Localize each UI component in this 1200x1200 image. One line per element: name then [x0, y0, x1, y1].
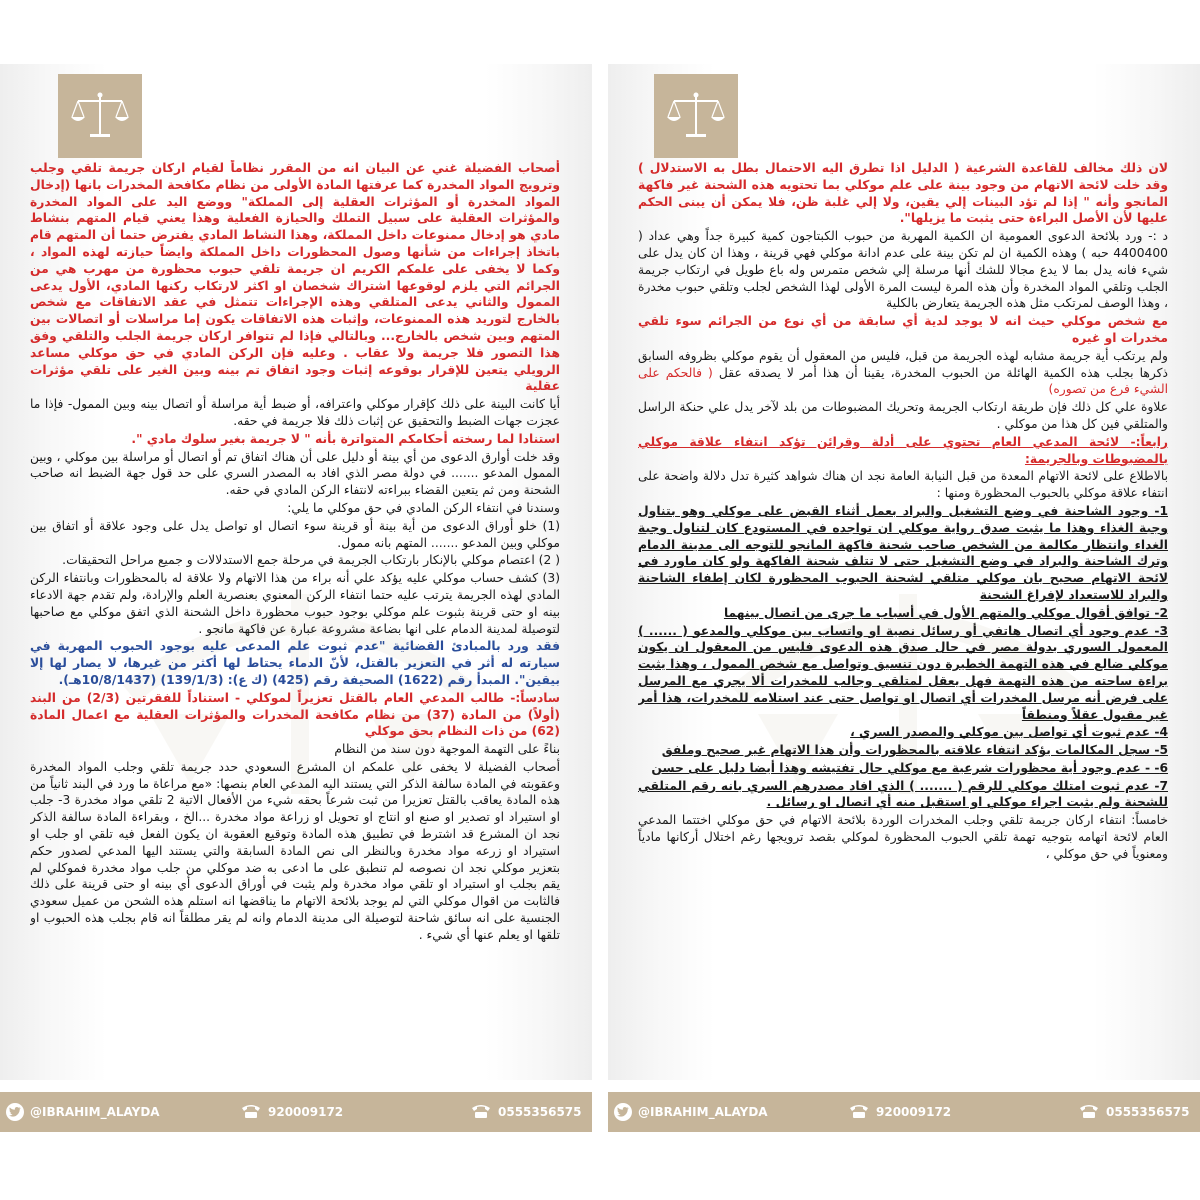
right-page-text: [638, 160, 1168, 920]
handle-text: @IBRAHIM_ALAYDA: [638, 1105, 768, 1119]
scales-of-justice-icon: [666, 91, 726, 141]
telephone-icon: [848, 1103, 870, 1122]
list-item: (1) خلو أوراق الدعوى من أية بينة أو قرينة سوء اتصال او تواصل يدل على وجود علاقة أو اتفاق بين موكلي وبين المدعو ....... المتهم بانه ممول.: [30, 518, 560, 550]
document-page-right: [608, 64, 1200, 1132]
phone-text: 920009172: [876, 1105, 952, 1119]
contact-footer: [608, 1092, 1200, 1132]
list-item: 5- سجل المكالمات يؤكد انتفاء علاقته بالمحظورات وأن هذا الاتهام غير صحيح وملفق: [661, 743, 1168, 758]
paragraph: أصحاب الفضيلة لا يخفى على علمكم ان المشرع السعودي حدد جريمة تلقي وجلب المواد المخدرة وعقوبته في المادة سالفة الذكر التي يستند اليه المدعي العام بنصها: «مع مراعاة ما ورد في البند ثانياً من هذه المادة يعاقب بالقتل تعزيرا من ثبت شرعاً بحقه شيء من الأفعال الاتية 2 تلقي مواد مخدرة 3- جلب او استيراد او تصدير او صنع او انتاج او تحويل او زراعة مواد مخدرة ...الخ ، وبقراءة المادة سالفة الذكر نجد ان المشرع قد اشترط في تطبيق هذه المادة وتوقيع العقوبة ان يكون الفعل فيه تلقي او جلب او استيراد او زرعه مواد مخدرة وبالنظر الى نص المادة السابقة والتي يستند اليها المدعي لصدور حكم بتعزير موكلي نجد ان نصوصه لم تنطبق على ما ادعى به ضد موكلي من جلب مواد مخدرة فموكلي لم يقم بجلب او استيراد او تلقي مواد مخدرة ولم يثبت في أوراق الدعوى أي بينه او حتى قرينة على ذلك فالثابت من اقوال موكلي التي لم يوجد بلائحة الاتهام ما يناقضها انه استلم هذه الشحن من عميل سعودي الجنسية على انه سائق شاحنة لتوصيلة الى مدينة الدمام وانه لم يقر مطلقاً انه قام بجلب هذه الحبوب او تلقها او يعلم عنها أي شيء .: [30, 759, 560, 942]
mobile-number[interactable]: [470, 1092, 582, 1132]
paragraph: علاوة علي كل ذلك فإن طريقة ارتكاب الجريمة وتحريك المضبوطات من بلد لآخر يدل علي حنكة الراسل والمتلقي فين كل هذا من موكلي .: [638, 400, 1168, 431]
list-item: 2- توافق أقوال موكلي والمتهم الأول في أسباب ما جرى من اتصال بينهما: [723, 605, 1168, 620]
telephone-icon: [240, 1103, 262, 1122]
page-body: [0, 64, 592, 1080]
list-item: 1- وجود الشاحنة في وضع التشغيل والبراد بعمل أثناء القبض على موكلي وهو بتناول وجبة الغذاء وهذا ما يثبت صدق رواية موكلي ان تواجده في المستودع كان لتناول وجبة الغداء وانتظار مكالمة من الشخص صاحب شحنة فاكهة المانجو للتوجه الى مدينة الدمام وترك الشاحنة والبراد في وضع التشغيل حتى لا تتلف شحنة الفاكهة ولو كان ماورد في لائحة الاتهام صحيح بان موكلي متلقي لشحنة الحبوب المحظورة لكان إطفاء الشاحنة والبراد للاستعداد لإفراغ الشحنة: [638, 503, 1168, 602]
mobile-text: 0555356575: [1106, 1105, 1190, 1119]
paragraph-text: ولم يرتكب أية جريمة مشابه لهذه الجريمة من قبل، فليس من المعقول أن يقوم موكلي بظروفه السابق ذكرها بجلب هذه الكمية الهائلة من الحبوب المخدرة، يقينا أن هذا أمر لا يصدقه عقل: [638, 348, 1168, 380]
scales-of-justice-icon: [70, 91, 130, 141]
mobile-text: 0555356575: [498, 1105, 582, 1119]
social-handle[interactable]: [6, 1092, 160, 1132]
list-item: 7- عدم ثبوت امتلك موكلي للرقم ( ....... ) الذي افاد مصدرهم السري بانه رقم المتلقي للشحنة ولم يثبت اجراء موكلي او استقبل منه أي اتصال او رسائل .: [638, 778, 1168, 810]
scales-logo: [58, 74, 142, 158]
list-item: 3- عدم وجود أي اتصال هاتفي أو رسائل نصية او واتساب بين موكلي والمدعو ( ...... ) المعمول السوري بدولة مصر في حال صدق هذه الدعوى فليس من المعقول ان يكون موكلي ضالع في هذه التهمة الخطيرة دون تنسيق وتواصل مع شخص الممول ، وهذا يثبت براءة ساحته من هذه التهمة فهل يعقل لمتلقي وجالب للمخدرات ألا يجري مع المرسل على فرض أنه مرسل المخدرات أي اتصال او تواصل حتى عند استلامه للمخدرات، هذا أمر غير مقبول عقلاً ومنطقاً: [638, 623, 1168, 722]
paragraph: مع شخص موكلي حيث انه لا يوجد لدية أي سابقة من أي نوع من الجرائم سوء تلقي مخدرات او غيره: [638, 314, 1168, 345]
paragraph: أصحاب الفضيلة غني عن البيان انه من المقرر نظاماً لقيام اركان جريمة تلقي وجلب وترويج المواد المخدرة كما عرفتها المادة الأولى من نظام مكافحة المخدرات بانها (إدخال المواد المخدرة أو المؤثرات العقلية إلى المملكة" ووضع اليد على المواد المخدرة والمؤثرات العقلية على سبيل التملك والحيازة الفعلية وهذا يعني قيام المتهم بنشاط مادي هو إدخال ممنوعات داخل المملكة، وهذا النشاط المادي يفترض حتما أن المتهم قام باتخاذ إجراءات من شأنها وصول المحظورات داخل المملكة وايضاً حيازته لهذه المواد ، وكما لا يخفى على علمكم الكريم ان جريمة تلقي حبوب محظورة من مهرب هي من الجرائم التي يلزم لوقوعها اشتراك شخصان او اكثر لارتكاب ركنها المادي، الأول يدعى الممول والثاني يدعى المتلقي وهذه الإجراءات تتمثل في عقد الاتفاقات مع شخص بالخارج لتوريد هذه الممنوعات، وإثبات هذه الاتفاقات يكون إما مراسلات أو اتصالات بين المتهم وبين شخص بالخارج... وبالتالي فإذا لم تتوافر اركان جريمة الجلب والتلقي وفق هذا التصور فلا جريمة ولا عقاب . وعليه فإن الركن المادي في حق موكلي مساعد الرويلي يتعين للإقرار بوقوعه إثبات وجود اتفاق تم بينه وبين الغير على تلقي مؤثرات عقلية: [30, 161, 560, 394]
paragraph: بناءً على التهمة الموجهة دون سند من النظام: [334, 742, 560, 757]
quotation: فقد ورد بالمبادئ القضائية "عدم ثبوت علم المدعى عليه بوجود الحبوب المهربة في سيارته له أثر في التعزير بالقتل، لأنّ الدماء يحتاط لها أكثر من غيرها، لا يصار لها إلا بيقين". المبدأ رقم (1622) الصحيفة رقم (425) (ك ع): (139/1/3) (10/8/1437هـ).: [30, 639, 560, 687]
paragraph: بالاطلاع على لائحة الاتهام المعدة من قبل النيابة العامة نجد ان هناك شواهد كثيرة تدل دلالة واضحة على انتفاء علاقة موكلي بالحبوب المحظورة ومنها :: [638, 469, 1168, 501]
left-page-text: [30, 160, 560, 1020]
telephone-icon: [470, 1103, 492, 1122]
telephone-icon: [1078, 1103, 1100, 1122]
twitter-icon: [6, 1103, 24, 1121]
handle-text: @IBRAHIM_ALAYDA: [30, 1105, 160, 1119]
paragraph: وسندنا في انتفاء الركن المادي في حق موكلي ما يلي:: [287, 500, 560, 515]
list-item: ( 2) اعتصام موكلي بالإنكار بارتكاب الجريمة في مرحلة جمع الاستدلالات و جميع مراحل التحقيقات.: [62, 553, 560, 568]
paragraph: خامساً: انتفاء اركان جريمة تلقي وجلب المخدرات الوردة بلائحة الاتهام في حق موكلي اختتما المدعي العام لائحة اتهامه بتوجيه تهمة تلقي الحبوب المحظورة لموكلي بقصد ترويجها رغم اختلال أركانها مادياً ومعنوياً في حق موكلي ،: [638, 813, 1168, 861]
list-item: 4- عدم ثبوت أي تواصل بين موكلي والمصدر السري ،: [850, 725, 1168, 740]
mobile-number[interactable]: [1078, 1092, 1190, 1132]
section-heading: رابعاً:- لائحة المدعي العام تحتوي على أدلة وقرائن تؤكد انتفاء علاقة موكلي بالمضبوطات وبالجريمة:: [638, 434, 1168, 466]
paragraph: [638, 348, 1168, 398]
paragraph: وقد خلت أوارق الدعوى من أي بينة أو دليل على أن هناك اتفاق تم أو اتصال أو مراسلة بين موكلي ، وبين الممول المدعو ....... في دولة مصر الذي افاد به المصدر السري على حد قول جهة الضبط انه صاحب الشحنة ومن ثم يتعين القضاء ببراءته لانتفاء الركن المادي في حقه.: [30, 449, 560, 498]
social-handle[interactable]: [614, 1092, 768, 1132]
document-page-left: [0, 64, 592, 1132]
section-heading: سادساً:- طالب المدعي العام بالقتل تعزيراً لموكلي - استناداً للفقرتين (2/3) من البند (أولاً) من المادة (37) من نظام مكافحة المخدرات والمؤثرات العقلية مع اعمال المادة (62) من ذات النظام بحق موكلي: [30, 690, 560, 739]
paragraph: استنادا لما رسخته أحكامكم المتواترة بأنه " لا جريمة بغير سلوك مادي ".: [131, 431, 560, 446]
twitter-icon: [614, 1103, 632, 1121]
phone-number[interactable]: [848, 1092, 951, 1132]
paragraph: لان ذلك مخالف للقاعدة الشرعية ( الدليل اذا تطرق اليه الاحتمال بطل به الاستدلال ) وقد خلت لائحة الاتهام من وجود بينة على علم موكلي بما تحتويه هذه الشحنة غير فاكهة المانجو وأنه " إذا لم تؤد البينات إلي يقين، ولا إلي غلبة ظن، فلا يمكن أن يبنى الحكم عليها لأن الأصل البراءة حتى يثبت ما يزيلها".: [638, 161, 1168, 226]
phone-text: 920009172: [268, 1105, 344, 1119]
contact-footer: [0, 1092, 592, 1132]
phone-number[interactable]: [240, 1092, 343, 1132]
paragraph: أيا كانت البينة على ذلك كإقرار موكلي واعترافه، أو ضبط أية مراسلة أو اتصال بينه وبين الممول- فإذا ما عجزت جهات الضبط والتحقيق عن إثبات ذلك فلا جريمة في حقه.: [30, 397, 560, 428]
paragraph: د :- ورد بلائحة الدعوى العمومية ان الكمية المهربة من حبوب الكبتاجون كمية كبيرة جداً وهي عداد ( 4400400 حبه ) وهذه الكمية ان لم تكن بينة على عدم ادانة موكلي فهي قرينة ، وهذا ان كان يدل على شيء فانه يدل بما لا يدع مجالا للشك أنها مرسلة إلي شخص متمرس وله باع طويل في ارتكاب جريمة الجلب وتلقي المواد المخدرة وأن هذه المرة ليست المرة الأولى لهذا الشخص لجلب وتلقي حبوب مخدرة ، وهذا الوصف لمرتكب مثل هذه الجريمة يتعارض بالكلية: [638, 229, 1168, 311]
quote-inline: ( فالحكم على الشيء فرع من تصوره): [638, 365, 1168, 397]
scales-logo: [654, 74, 738, 158]
list-item: (3) كشف حساب موكلي عليه يؤكد علي أنه براء من هذا الاتهام ولا علاقة له بالمحظورات وبانتفاء الركن المادي لهذه الجريمة يترتب عليه حتما انتفاء الركن المعنوي بعنصرية العلم والإرادة، ولم تقدم جهة الادعاء بينه او حتى قرينة بثبوت علم موكلي بوجود حبوب محظورة داخل الشحنة الذي اتفق موكلي مع صاحبها لتوصيلة لمدينة الدمام على انها بضاعة مشروعة عبارة عن فاكهة مانجو .: [30, 571, 560, 636]
page-body: [608, 64, 1200, 1080]
list-item: 6- - عدم وجود أية محظورات شرعية مع موكلي حال تفتيشه وهذا أيضا دليل على حسن: [651, 760, 1168, 775]
